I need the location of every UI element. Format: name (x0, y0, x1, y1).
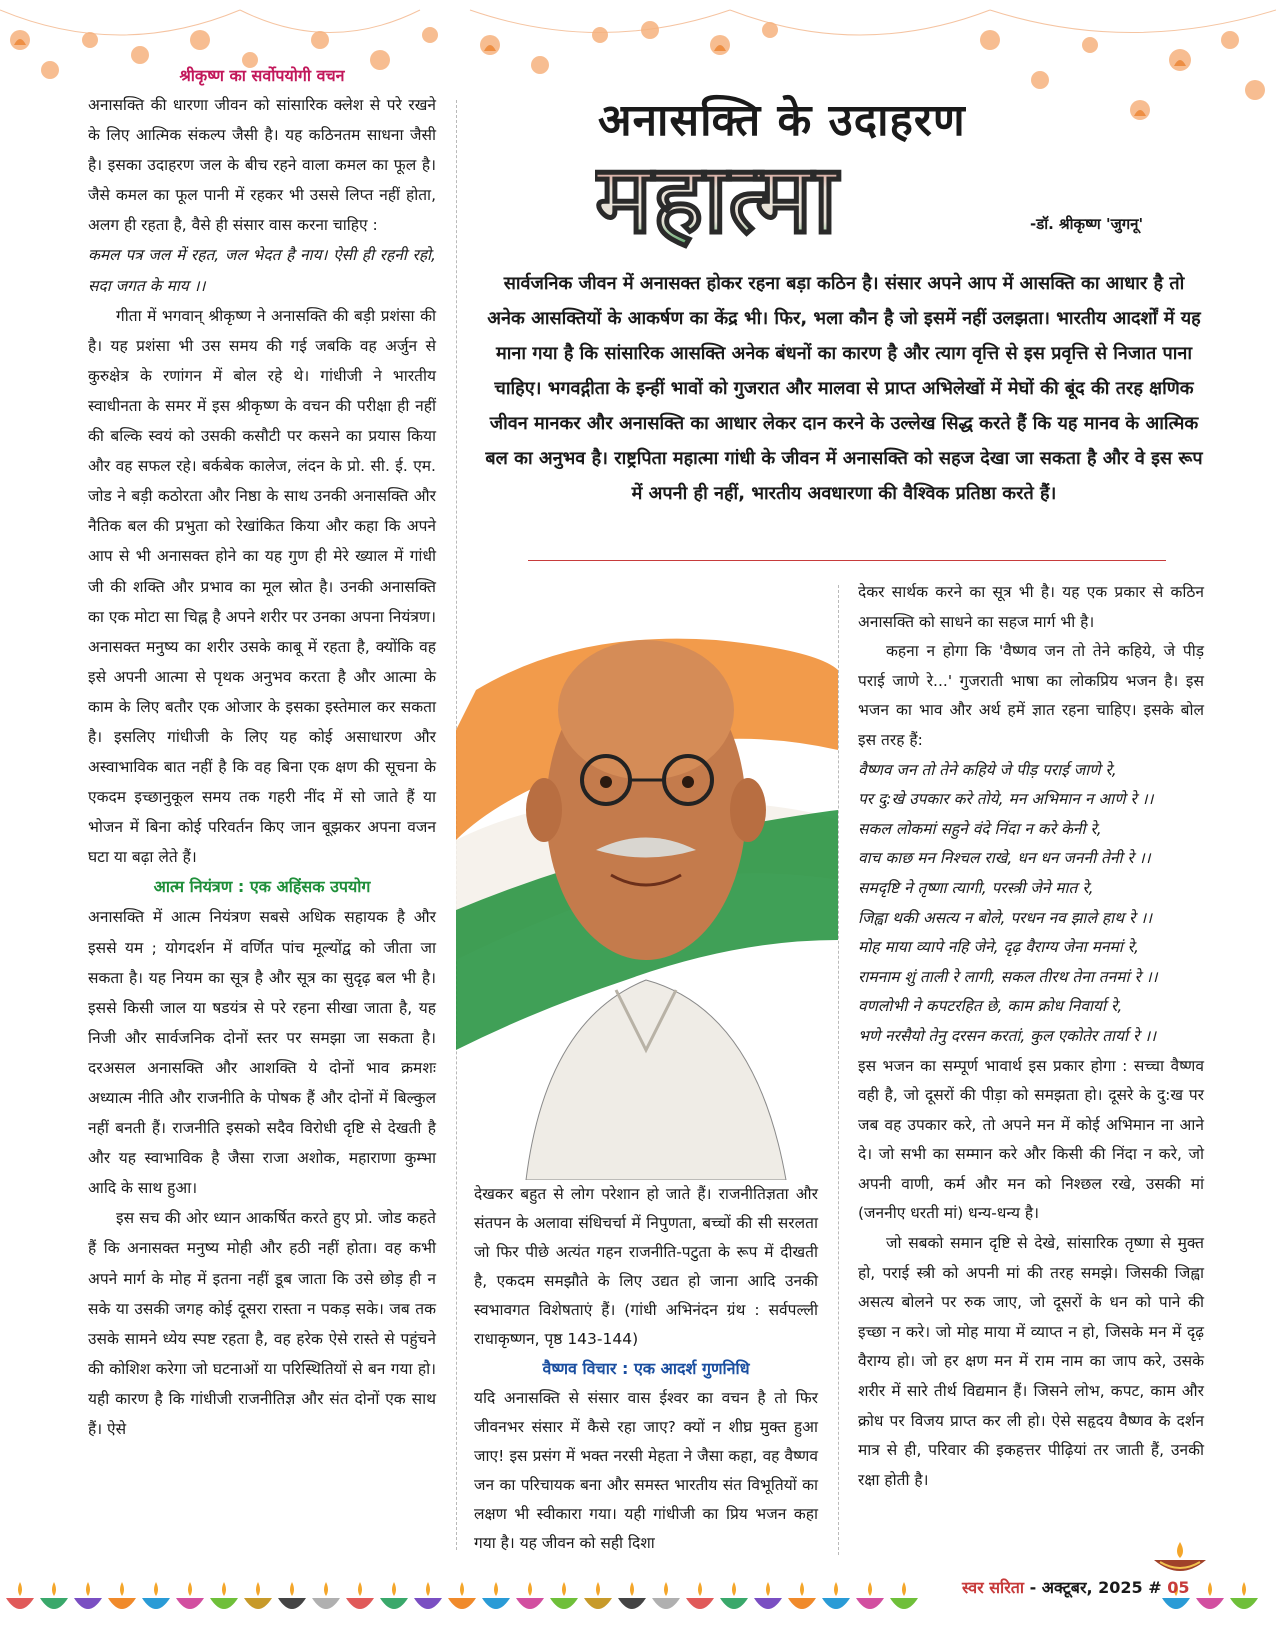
section-rule (528, 560, 1166, 561)
flame-icon (664, 1582, 668, 1596)
flame-icon (460, 1582, 464, 1596)
middle-para-1: देखकर बहुत से लोग परेशान हो जाते हैं। राजनीतिज्ञता और संतपन के अलावा संधिचर्चा में निपुणता, बच्चों की सी सरलता जो फिर पीछे अत्यंत गहन राजनीति-पटुता के रूप में दीखती है, एकदम समझौते के लिए उद्यत हो जाना आदि उनकी स्वभावगत विशेषताएं हैं। (गांधी अभिनंदन ग्रंथ : सर्वपल्ली राधाकृष्णन, पृष्ठ 143-144) (474, 1185, 818, 1348)
flame-icon (902, 1582, 906, 1596)
left-verse: कमल पत्र जल में रहत, जल भेदत है नाय। ऐसी ही रहनी रहो, सदा जगत के माय ।। (88, 246, 436, 295)
diya-icon (448, 1598, 476, 1609)
bhajan-line: भणे नरसैयो तेनु दरसन करतां, कुल एकोतेर तार्या रे ।। (858, 1026, 1156, 1045)
right-column (858, 578, 1204, 1495)
flame-icon (256, 1582, 260, 1596)
issue-date: - अक्टूबर, 2025 # (1024, 1578, 1168, 1597)
bhajan-line: रामनाम शुं ताली रे लागी, सकल तीरथ तेना तनमां रे ।। (858, 967, 1158, 986)
flame-icon (630, 1582, 634, 1596)
flame-icon (766, 1582, 770, 1596)
flame-icon (1242, 1582, 1246, 1596)
diya-icon (380, 1598, 408, 1609)
diya-icon (142, 1598, 170, 1609)
bhajan-line: वाच काछ मन निश्चल राखे, धन धन जननी तेनी रे ।। (858, 849, 1151, 868)
diya-icon (244, 1598, 272, 1609)
diya-icon (822, 1598, 850, 1609)
flame-icon (52, 1582, 56, 1596)
right-para-1: देकर सार्थक करने का सूत्र भी है। यह एक प्रकार से कठिन अनासक्ति को साधने का सहज मार्ग भी है। (858, 583, 1204, 631)
flame-icon (834, 1582, 838, 1596)
diya-icon (210, 1598, 238, 1609)
flame-icon (358, 1582, 362, 1596)
flame-icon (324, 1582, 328, 1596)
flame-icon (562, 1582, 566, 1596)
flame-icon (426, 1582, 430, 1596)
gandhi-portrait-illustration (456, 580, 838, 1180)
middle-para-2: यदि अनासक्ति से संसार वास ईश्वर का वचन है तो फिर जीवनभर संसार में कैसे रहा जाए? क्यों न शीघ्र मुक्त हुआ जाए! इस प्रसंग में भक्त नरसी मेहता ने जैसा कहा, वह वैष्णव जन का परिचायक बना और समस्त भारतीय संत विभूतियों का लक्षण भी स्वीकारा गया। यही गांधीजी का प्रिय भजन कहा गया है। यह जीवन को सही दिशा (474, 1389, 818, 1552)
diya-icon (754, 1598, 782, 1609)
title-tricolor-svg (595, 140, 995, 250)
column-divider-right (838, 585, 839, 1555)
middle-column (474, 1180, 818, 1558)
author-byline: -डॉ. श्रीकृष्ण 'जुगनू' (1030, 215, 1144, 233)
flame-icon (392, 1582, 396, 1596)
article-title: महात्मा (595, 143, 838, 250)
page-footer (962, 1576, 1189, 1598)
intro-paragraph: सार्वजनिक जीवन में अनासक्त होकर रहना बड़ा कठिन है। संसार अपने आप में आसक्ति का आधार है तो अनेक आसक्तियों के आकर्षण का केंद्र भी। फिर, भला कौन है जो इसमें नहीं उलझता। भारतीय आदर्शों में यह माना गया है कि सांसारिक आसक्ति अनेक बंधनों का कारण है और त्याग वृत्ति से इस प्रवृत्ति से निजात पाना चाहिए। भगवद्गीता के इन्हीं भावों को गुजरात और मालवा से प्राप्त अभिलेखों में मेघों की बूंद की तरह क्षणिक जीवन मानकर और अनासक्ति का आधार लेकर दान करने के उल्लेख सिद्ध करते हैं कि यह मानव के आत्मिक बल का अनुभव है। राष्ट्रपिता महात्मा गांधी के जीवन में अनासक्ति को सहज देखा जा सकता है और वे इस रूप में अपनी ही नहीं, भारतीय अवधारणा की वैश्विक प्रतिष्ठा करते हैं। (485, 273, 1203, 504)
diya-icon (312, 1598, 340, 1609)
bhajan-line: समदृष्टि ने तृष्णा त्यागी, परस्त्री जेने मात रे, (858, 878, 1094, 897)
diya-icon (1230, 1598, 1258, 1609)
flame-icon (732, 1582, 736, 1596)
diya-icon (686, 1598, 714, 1609)
left-heading: श्रीकृष्ण का सर्वोपयोगी वचन (179, 66, 345, 85)
left-heading-2: आत्म नियंत्रण : एक अहिंसक उपयोग (153, 877, 371, 897)
diya-icon (1196, 1598, 1224, 1609)
diya-icon (40, 1598, 68, 1609)
flame-icon (188, 1582, 192, 1596)
flame-icon (800, 1582, 804, 1596)
diya-icon (652, 1598, 680, 1609)
diya-icon (516, 1598, 544, 1609)
flame-icon (222, 1582, 226, 1596)
left-column (88, 62, 436, 1444)
bhajan-line: जिह्वा थकी असत्य न बोले, परधन नव झाले हाथ रे ।। (858, 908, 1152, 927)
diya-icon (108, 1598, 136, 1609)
diya-icon (278, 1598, 306, 1609)
left-para-2: गीता में भगवान् श्रीकृष्ण ने अनासक्ति की बड़ी प्रशंसा की है। यह प्रशंसा भी उस समय की गई जबकि वह अर्जुन से कुरुक्षेत्र के रणांगन में बोल रहे थे। गांधीजी ने भारतीय स्वाधीनता के समर में इस श्रीकृष्ण के वचन की परीक्षा ही नहीं की बल्कि स्वयं को उसकी कसौटी पर कसने का प्रयास किया और वह सफल रहे। बर्कबेक कालेज, लंदन के प्रो. सी. ई. एम. जोड ने बड़ी कठोरता और निष्ठा के साथ उनकी अनासक्ति और नैतिक बल की प्रभुता को रेखांकित किया और कहा कि अपने आप से भी अनासक्त होने का यह गुण ही मेरे ख्याल में गांधी जी की शक्ति और प्रभाव का मूल स्रोत है। उनकी अनासक्ति का एक मोटा सा चिह्न है अपने शरीर पर उनका अपना नियंत्रण। अनासक्त मनुष्य का शरीर उसके काबू में रहता है, क्योंकि वह इसे अपनी आत्मा से पृथक अनुभव करता है और आत्मा के काम के लिए बतौर एक ओजार के इसका इस्तेमाल कर सकता है। इसलिए गांधीजी के लिए यह कोई असाधारण और अस्वाभाविक बात नहीं है कि वह बिना एक क्षण की सूचना के एकदम इच्छानुकूल समय तक गहरी नींद में सो जाते हैं या भोजन में बिना कोई परिवर्तन किए जान बूझकर अपना वजन घटा या बढ़ा लेते हैं। (88, 306, 436, 867)
bhajan-line: वैष्णव जन तो तेने कहिये जे पीड़ पराई जाणे रे, (858, 760, 1117, 779)
flame-icon (18, 1582, 22, 1596)
diya-icon (74, 1598, 102, 1609)
flame-icon (120, 1582, 124, 1596)
left-para-4: इस सच की ओर ध्यान आकर्षित करते हुए प्रो. जोड कहते हैं कि अनासक्त मनुष्य मोही और हठी नहीं होता। वह कभी अपने मार्ग के मोह में इतना नहीं डूब जाता कि उसे छोड़ ही न सके या उसकी जगह कोई दूसरा रास्ता न पकड़ सके। जब तक उसके सामने ध्येय स्पष्ट रहता है, वह हरेक ऐसे रास्ते से पहुंचने की कोशिश करेगा जो घटनाओं या परिस्थितियों से बन गया हो। यही कारण है कि गांधीजी राजनीतिज्ञ और संत दोनों एक साथ हैं। ऐसे (88, 1209, 436, 1439)
diya-icon (720, 1598, 748, 1609)
flame-icon (698, 1582, 702, 1596)
diya-icon (856, 1598, 884, 1609)
diya-icon (584, 1598, 612, 1609)
bhajan-line: पर दु:खे उपकार करे तोये, मन अभिमान न आणे रे ।। (858, 790, 1154, 809)
diya-icon (788, 1598, 816, 1609)
bhajan-line: सकल लोकमां सहुने वंदे निंदा न करे केनी रे, (858, 819, 1102, 838)
diya-icon (550, 1598, 578, 1609)
bhajan-line: वणलोभी ने कपटरहित छे, काम क्रोध निवार्या रे, (858, 997, 1123, 1016)
flame-icon (1208, 1582, 1212, 1596)
bhajan-line: मोह माया व्यापे नहि जेने, दृढ़ वैराग्य जेना मनमां रे, (858, 938, 1139, 957)
right-para-4: जो सबको समान दृष्टि से देखे, सांसारिक तृष्णा से मुक्त हो, पराई स्त्री को अपनी मां की तरह समझे। जिसकी जिह्वा असत्य बोलने पर रुक जाए, जो दूसरों के धन को पाने की इच्छा न करे। जो मोह माया में व्याप्त न हो, जिसके मन में दृढ़ वैराग्य हो। जो हर क्षण मन में राम नाम का जाप करे, उसके शरीर में सारे तीर्थ विद्यमान हैं। जिसने लोभ, कपट, काम और क्रोध पर विजय प्राप्त कर ली हो। ऐसे सहृदय वैष्णव के दर्शन मात्र से ही, परिवार की इकहत्तर पीढ़ियां तर जाती हैं, उनकी रक्षा होती है। (858, 1234, 1204, 1489)
flame-icon (290, 1582, 294, 1596)
right-para-3: इस भजन का सम्पूर्ण भावार्थ इस प्रकार होगा : सच्चा वैष्णव वही है, जो दूसरों की पीड़ा को समझता हो। दूसरे के दु:ख पर जब वह उपकार करे, तो अपने मन में कोई अभिमान ना आने दे। जो सभी का सम्मान करे और किसी की निंदा न करे, जो अपनी वाणी, कर्म और मन को निश्छल रखे, उसकी मां (जननीए धरती मां) धन्य-धन्य है। (858, 1056, 1204, 1223)
diya-icon (6, 1598, 34, 1609)
diya-icon (346, 1598, 374, 1609)
page-number: 05 (1167, 1578, 1190, 1597)
article-subtitle: अनासक्ति के उदाहरण (598, 95, 966, 146)
diya-icon (414, 1598, 442, 1609)
middle-heading: वैष्णव विचार : एक आदर्श गुणनिधि (542, 1359, 750, 1378)
bhajan-verses (858, 756, 1204, 1052)
flame-icon (528, 1582, 532, 1596)
left-para-1: अनासक्ति की धारणा जीवन को सांसारिक क्लेश से परे रखने के लिए आत्मिक संकल्प जैसी है। यह कठिनतम साधना जैसी है। इसका उदाहरण जल के बीच रहने वाला कमल का फूल है। जैसे कमल का फूल पानी में रहकर भी उससे लिप्त नहीं होता, अलग ही रहता है, वैसे ही संसार वास करना चाहिए : (88, 96, 436, 235)
left-para-3: अनासक्ति में आत्म नियंत्रण सबसे अधिक सहायक है और इससे यम ; योगदर्शन में वर्णित पांच मूल्योंद्व को जीता जा सकता है। यह नियम का सूत्र है और सूत्र का सुदृढ़ बल भी है। इससे किसी जाल या षडयंत्र से परे रहना सीखा जाता है, यह निजी और सार्वजनिक दोनों स्तर पर समझा जा सकता है। दरअसल अनासक्ति और आशक्ति ये दोनों भाव क्रमशः अध्यात्म नीति और राजनीति के पोषक हैं और दोनों में बिल्कुल नहीं बनती हैं। राजनीति इसको सदैव विरोधी दृष्टि से देखती है और यह स्वाभाविक है जैसा राजा अशोक, महाराणा कुम्भा आदि के साथ हुआ। (88, 908, 436, 1198)
diya-icon (890, 1598, 918, 1609)
flame-icon (86, 1582, 90, 1596)
flame-icon (154, 1582, 158, 1596)
article-title-block (595, 140, 995, 250)
flame-icon (494, 1582, 498, 1596)
diya-icon (176, 1598, 204, 1609)
diya-icon (482, 1598, 510, 1609)
flame-icon (596, 1582, 600, 1596)
diya-icon (1162, 1598, 1190, 1609)
diya-icon (618, 1598, 646, 1609)
magazine-name: स्वर सरिता (962, 1578, 1025, 1597)
right-para-2: कहना न होगा कि 'वैष्णव जन तो तेने कहिये, जे पीड़ पराई जाणे रे...' गुजराती भाषा का लोकप्रिय भजन है। इस भजन का भाव और अर्थ हमें ज्ञात रहना चाहिए। इसके बोल इस तरह हैं: (858, 642, 1204, 749)
flame-icon (868, 1582, 872, 1596)
